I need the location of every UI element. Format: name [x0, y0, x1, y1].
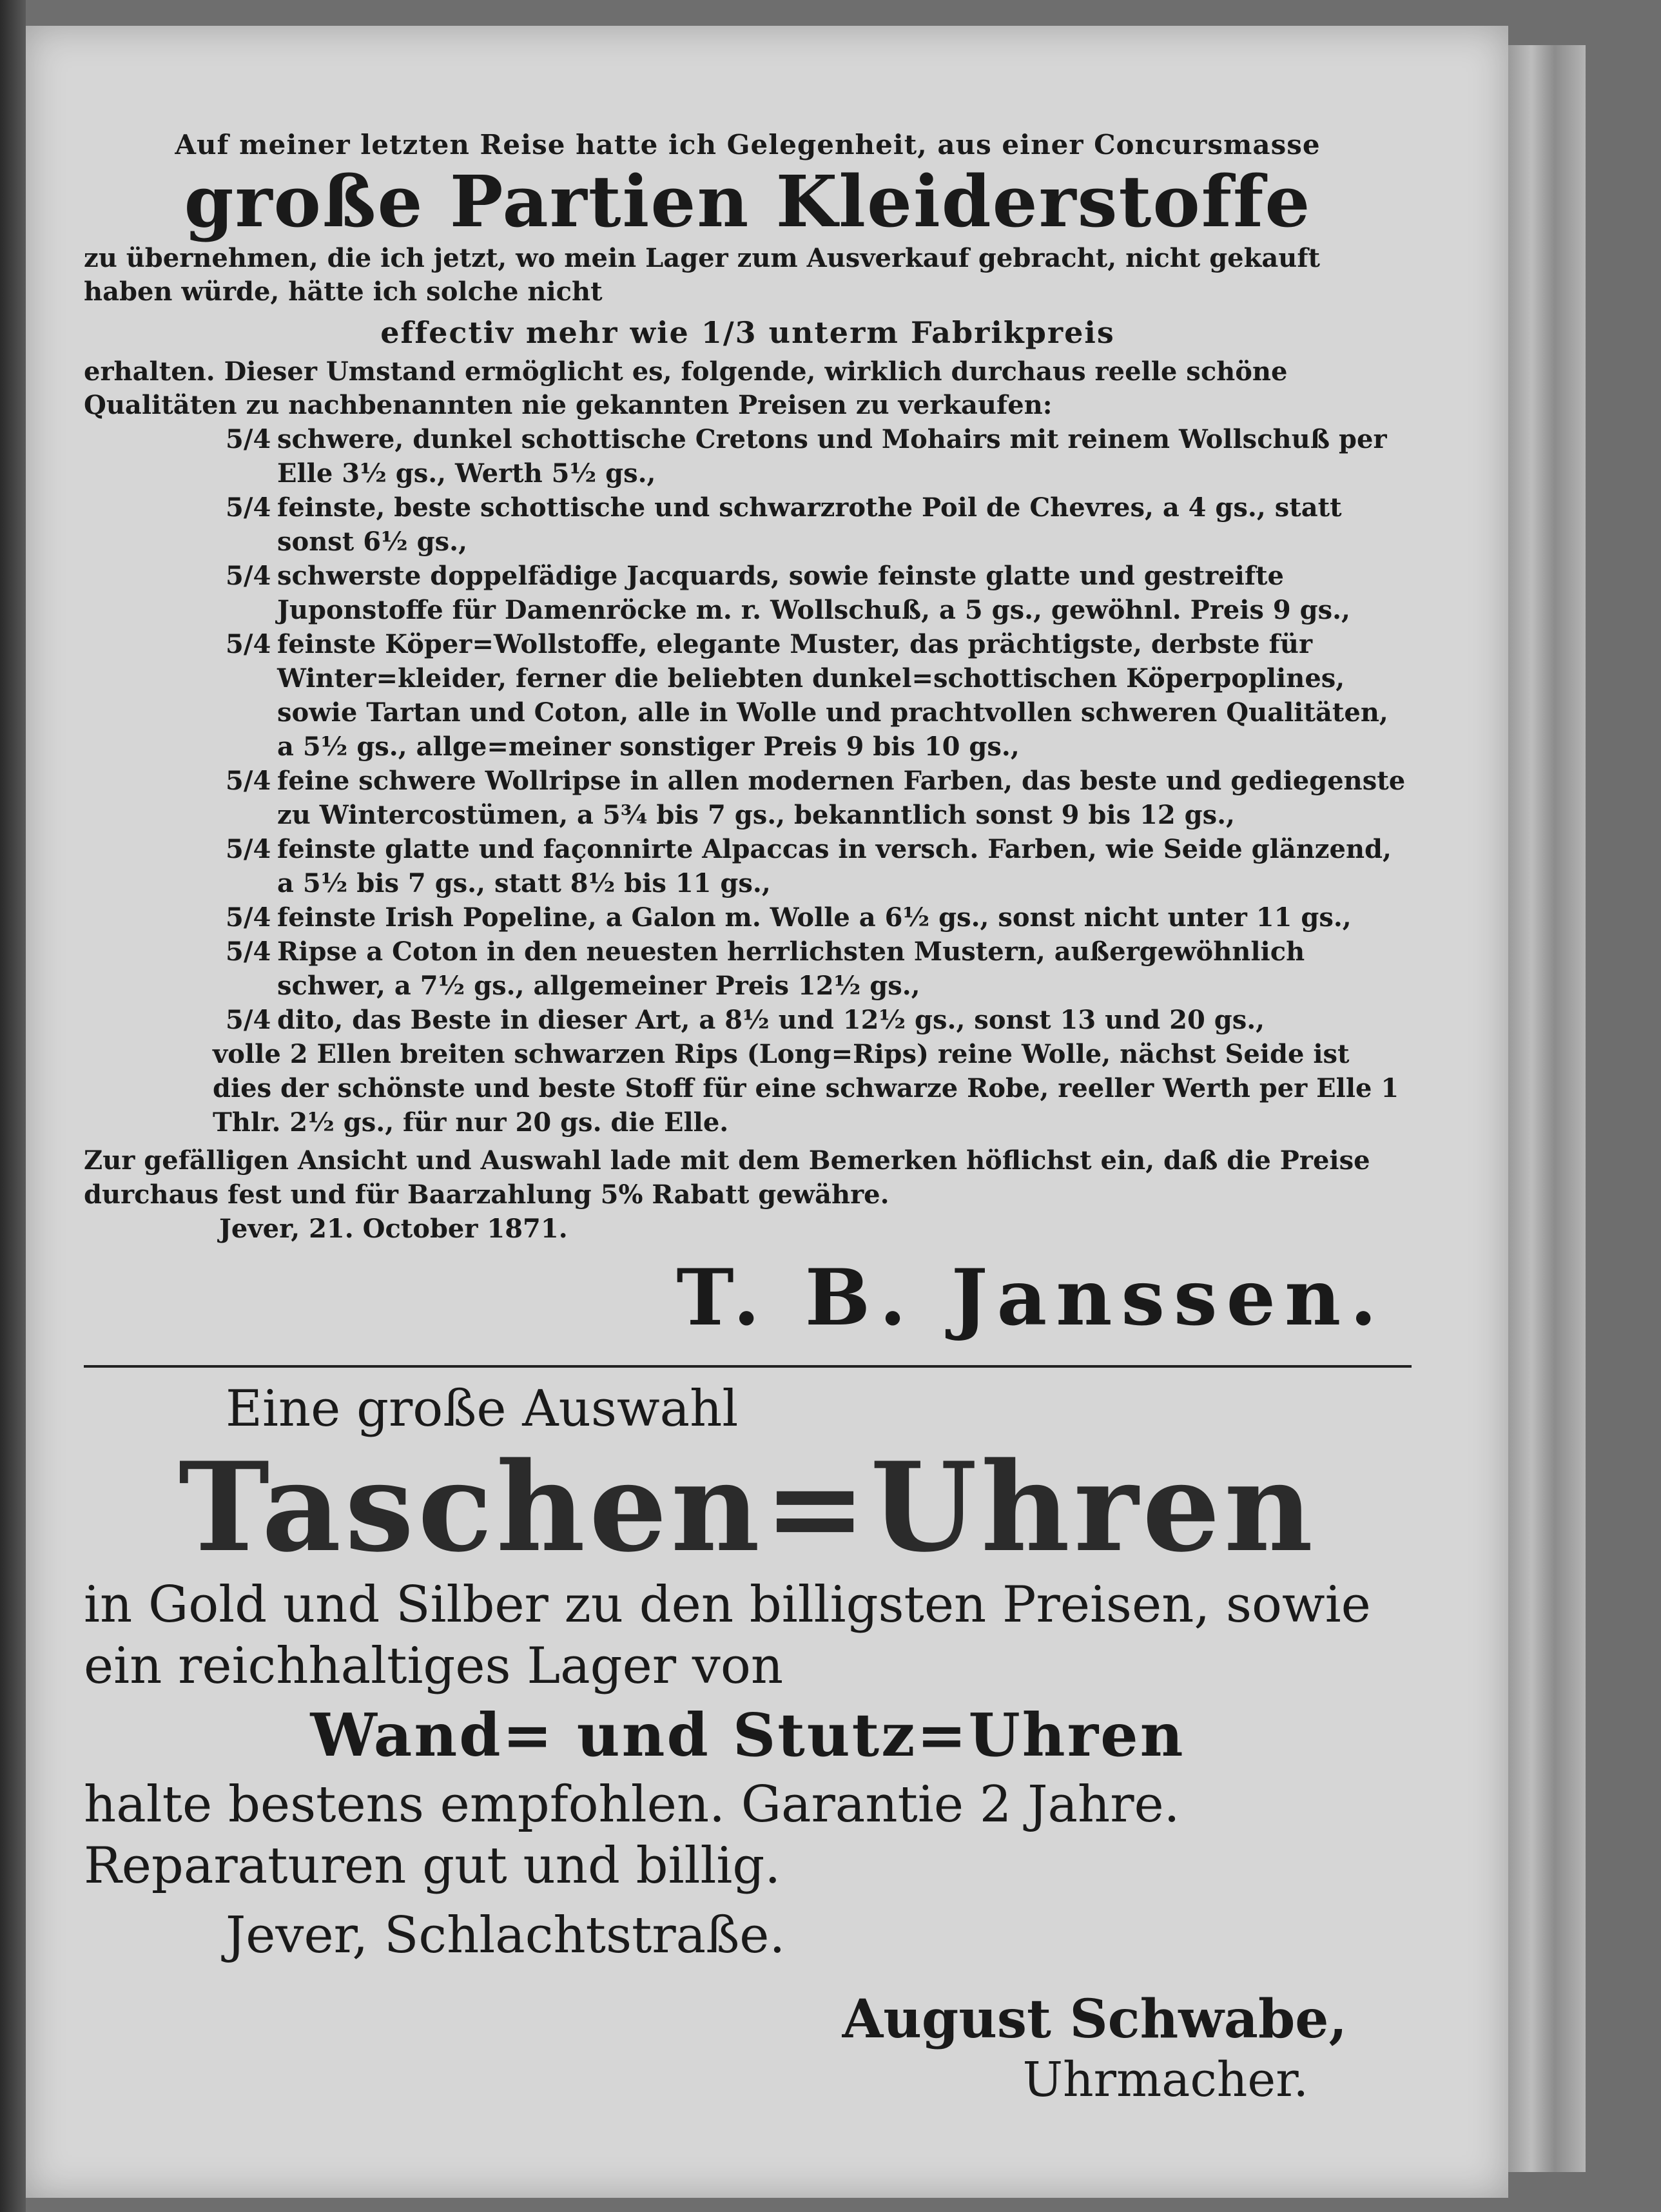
- ad1-closing: Zur gefälligen Ansicht und Auswahl lade mit dem Bemerken höflichst ein, daß die Preise durchaus fest und für Baarzahlung 5% Rabatt gewähre.: [84, 1145, 1370, 1210]
- item-text: feinste glatte und façonnirte Alpaccas in versch. Farben, wie Seide glänzend, a 5½ bis 7 gs., statt 8½ bis 11 gs.,: [277, 833, 1392, 898]
- item-text: feinste Köper=Wollstoffe, elegante Muster, das prächtigste, derbste für Winter=kleider, ferner die beliebten dunkel=schottischen Köperpoplines, sowie Tartan und Coton, alle in Wolle und prachtvollen schweren Qualitäten, a 5½ gs., allge=meiner sonstiger Preis 9 bis 10 gs.,: [277, 628, 1388, 762]
- item-text: dito, das Beste in dieser Art, a 8½ und 12½ gs., sonst 13 und 20 gs.,: [277, 1004, 1265, 1035]
- page-edges: [1508, 45, 1586, 2172]
- item-fraction: 5/4: [226, 423, 271, 454]
- ad2-line1: in Gold und Silber zu den billigsten Preisen, sowie ein reichhaltiges Lager von: [84, 1575, 1371, 1695]
- advertisement-fabrics: [84, 129, 1412, 1343]
- ad2-address: Jever, Schlachtstraße.: [226, 1906, 786, 1965]
- item-text: schwere, dunkel schottische Cretons und Mohairs mit reinem Wollschuß per Elle 3½ gs., Werth 5½ gs.,: [277, 423, 1387, 489]
- list-item: [84, 832, 1412, 900]
- list-item: [84, 935, 1412, 1003]
- item-text: schwerste doppelfädige Jacquards, sowie feinste glatte und gestreifte Juponstoffe für Damenröcke m. r. Wollschuß, a 5 gs., gewöhnl. Preis 9 gs.,: [277, 560, 1350, 625]
- item-fraction: 5/4: [226, 628, 271, 659]
- ad1-signature: T. B. Janssen.: [676, 1252, 1386, 1343]
- list-item: [84, 422, 1412, 490]
- list-item: [84, 559, 1412, 627]
- item-fraction: 5/4: [226, 765, 271, 796]
- ad1-intro: Auf meiner letzten Reise hatte ich Gelegenheit, aus einer Concursmasse: [175, 129, 1321, 160]
- ad1-dateline: Jever, 21. October 1871.: [219, 1213, 568, 1244]
- list-item: [84, 1003, 1412, 1037]
- ad2-role: Uhrmacher.: [1022, 2052, 1308, 2108]
- ad1-headline: große Partien Kleiderstoffe: [184, 160, 1312, 243]
- item-text: feinste, beste schottische und schwarzrothe Poil de Chevres, a 4 gs., statt sonst 6½ gs.,: [277, 492, 1342, 557]
- section-divider: [84, 1365, 1412, 1368]
- book-spine: [0, 0, 26, 2212]
- ad2-intro: Eine große Auswahl: [226, 1380, 739, 1438]
- ad1-item-list: [84, 422, 1412, 1140]
- ad1-subhead: effectiv mehr wie 1/3 unterm Fabrikpreis: [380, 315, 1115, 350]
- item-fraction: 5/4: [226, 833, 271, 864]
- ad1-para1: zu übernehmen, die ich jetzt, wo mein Lager zum Ausverkauf gebracht, nicht gekauft haben würde, hätte ich solche nicht: [84, 242, 1321, 307]
- ad2-line2: halte bestens empfohlen. Garantie 2 Jahre. Reparaturen gut und billig.: [84, 1775, 1180, 1895]
- item-text: feinste Irish Popeline, a Galon m. Wolle a 6½ gs., sonst nicht unter 11 gs.,: [277, 902, 1352, 933]
- item-text: volle 2 Ellen breiten schwarzen Rips (Long=Rips) reine Wolle, nächst Seide ist dies der schönste und beste Stoff für eine schwarze Robe, reeller Werth per Elle 1 Thlr. 2½ gs., für nur 20 gs. die Elle.: [213, 1038, 1399, 1138]
- item-fraction: 5/4: [226, 560, 271, 591]
- ad2-headline: Taschen=Uhren: [178, 1435, 1317, 1579]
- list-item: [84, 900, 1412, 935]
- list-item: [84, 490, 1412, 559]
- item-fraction: 5/4: [226, 936, 271, 967]
- list-item: [84, 627, 1412, 764]
- advertisement-watches: [84, 1379, 1412, 2108]
- ad1-para2: erhalten. Dieser Umstand ermöglicht es, folgende, wirklich durchaus reelle schöne Qualitäten zu nachbenannten nie gekannten Preisen zu verkaufen:: [84, 356, 1288, 420]
- item-text: Ripse a Coton in den neuesten herrlichsten Mustern, außergewöhnlich schwer, a 7½ gs., allgemeiner Preis 12½ gs.,: [277, 936, 1305, 1001]
- item-text: feine schwere Wollripse in allen modernen Farben, das beste und gediegenste zu Wintercostümen, a 5¾ bis 7 gs., bekanntlich sonst 9 bis 12 gs.,: [277, 765, 1406, 830]
- list-item-last: [84, 1037, 1412, 1140]
- ad2-signature: August Schwabe,: [842, 1988, 1347, 2051]
- item-fraction: 5/4: [226, 902, 271, 933]
- list-item: [84, 764, 1412, 832]
- item-fraction: 5/4: [226, 492, 271, 523]
- ad2-subhead: Wand= und Stutz=Uhren: [310, 1700, 1185, 1770]
- item-fraction: 5/4: [226, 1004, 271, 1035]
